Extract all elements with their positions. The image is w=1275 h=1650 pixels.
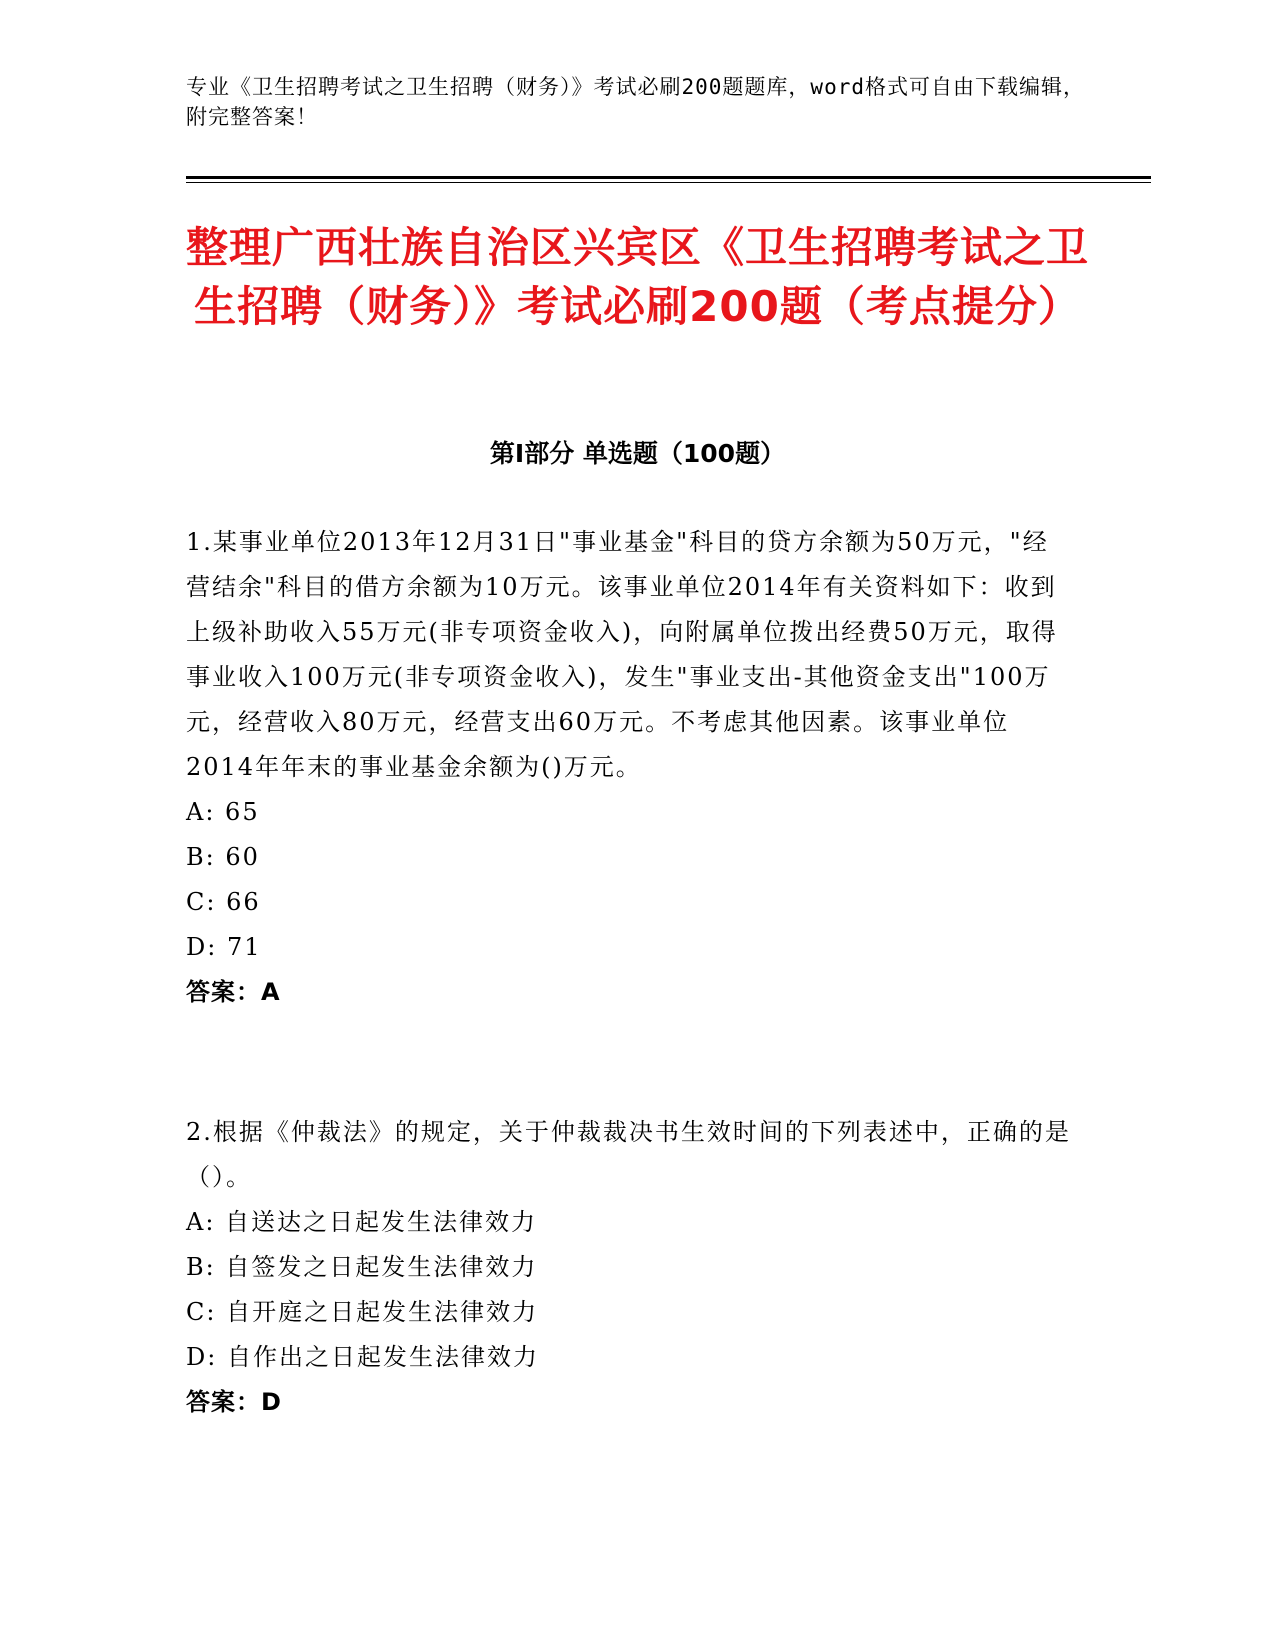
question-stem: 1.某事业单位2013年12月31日"事业基金"科目的贷方余额为50万元，"经营结余"科目的借方余额为10万元。该事业单位2014年有关资料如下：收到上级补助收入55万元(非专项资金收入)，向附属单位拨出经费50万元，取得事业收入100万元(非专项资金收入)，发生"事业支出-其他资金支出"100万元，经营收入80万元，经营支出60万元。不考虑其他因素。该事业单位2014年年末的事业基金余额为()万元。 bbox=[186, 528, 1058, 781]
option-d: D: 自作出之日起发生法律效力 bbox=[186, 1343, 539, 1371]
option-b: B: 自签发之日起发生法律效力 bbox=[186, 1253, 538, 1281]
answer-label: 答案：A bbox=[186, 978, 281, 1006]
question-stem: 2.根据《仲裁法》的规定，关于仲裁裁决书生效时间的下列表述中，正确的是（）。 bbox=[186, 1118, 1071, 1191]
document-title: 整理广西壮族自治区兴宾区《卫生招聘考试之卫生招聘（财务）》考试必刷200题（考点提分） bbox=[186, 223, 1090, 331]
header-note: 专业《卫生招聘考试之卫生招聘（财务）》考试必刷200题题库，word格式可自由下载编辑，附完整答案！ bbox=[186, 75, 1085, 129]
option-c: C: 66 bbox=[186, 888, 261, 916]
section-heading: 第I部分 单选题（100题） bbox=[489, 439, 786, 468]
option-a: A: 自送达之日起发生法律效力 bbox=[186, 1208, 538, 1236]
answer-label: 答案：D bbox=[186, 1388, 282, 1416]
option-d: D: 71 bbox=[186, 933, 262, 961]
question-2 bbox=[186, 1110, 1086, 1425]
question-1 bbox=[186, 520, 1086, 1015]
option-b: B: 60 bbox=[186, 843, 260, 871]
option-a: A: 65 bbox=[186, 798, 260, 826]
header-divider bbox=[186, 176, 1151, 179]
option-c: C: 自开庭之日起发生法律效力 bbox=[186, 1298, 539, 1326]
